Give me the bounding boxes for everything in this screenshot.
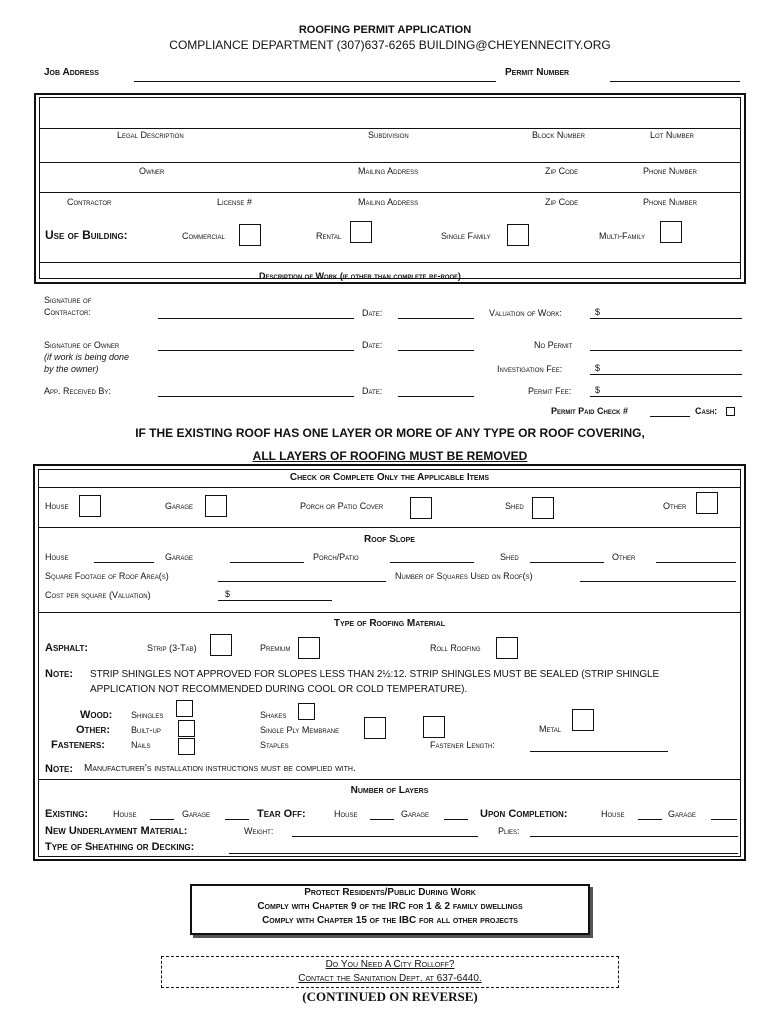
slope-garage-label: Garage [165, 552, 194, 562]
zip-code-label: Zip Code [545, 197, 579, 207]
app-received-field[interactable] [158, 396, 354, 397]
signature-of-label: Signature of [44, 295, 92, 305]
owner-signature-field[interactable] [158, 350, 354, 351]
owner-date-field[interactable] [398, 350, 474, 351]
legal-description-label: Legal Description [117, 130, 184, 140]
manufacturer-note: Manufacturer's installation instructions must be complied with. [84, 763, 356, 774]
metal-label: Metal [539, 724, 562, 734]
existing-garage-field[interactable] [225, 819, 249, 820]
strip-label: Strip (3-Tab) [147, 643, 197, 653]
form-subtitle: COMPLIANCE DEPARTMENT (307)637-6265 BUILDING@CHEYENNECITY.ORG [169, 38, 611, 52]
contractor-signature-label: Contractor: [44, 307, 91, 317]
tear-off-label: Tear Off: [257, 808, 306, 820]
job-address-label: Job Address [44, 67, 99, 78]
other-checkbox[interactable] [696, 492, 718, 514]
roofing-material-heading: Type of Roofing Material [333, 618, 446, 629]
builtup-checkbox[interactable] [178, 720, 195, 737]
underlayment-label: New Underlayment Material: [45, 825, 188, 837]
tearoff-house-label: House [334, 809, 358, 819]
phone-number-label: Phone Number [643, 197, 698, 207]
asphalt-label: Asphalt: [45, 642, 89, 654]
fastener-length-field[interactable] [530, 751, 668, 752]
dollar-sign: $ [225, 589, 231, 599]
shingles-checkbox[interactable] [176, 700, 193, 717]
fasteners-label: Fasteners: [51, 739, 105, 751]
use-of-building-label: Use of Building: [45, 228, 128, 242]
num-squares-field[interactable] [580, 581, 736, 582]
permit-number-label: Permit Number [505, 67, 570, 78]
existing-garage-label: Garage [182, 809, 211, 819]
slope-house-label: House [45, 552, 69, 562]
upon-house-label: House [601, 809, 625, 819]
mailing-address-label: Mailing Address [358, 166, 419, 176]
cash-label: Cash: [695, 406, 718, 416]
cost-per-square-label: Cost per square (Valuation) [45, 590, 151, 600]
signature-owner-label: Signature of Owner [44, 340, 120, 350]
garage-label: Garage [165, 501, 194, 511]
divider [39, 262, 741, 263]
porch-label: Porch or Patio Cover [300, 501, 384, 511]
dollar-sign: $ [595, 307, 601, 317]
strip-shingle-note: APPLICATION NOT RECOMMENDED DURING COOL OR COLD TEMPERATURE). [90, 684, 468, 695]
strip-shingle-note: STRIP SHINGLES NOT APPROVED FOR SLOPES LESS THAN 2½:12. STRIP SHINGLES MUST BE SEALED (STRIP SHINGLE [90, 669, 660, 680]
strip-checkbox[interactable] [210, 634, 232, 656]
owner-note: by the owner) [44, 364, 99, 374]
date-label: Date: [362, 386, 383, 396]
existing-label: Existing: [45, 808, 89, 820]
owner-label: Owner [139, 166, 165, 176]
multi-family-checkbox[interactable] [660, 221, 682, 243]
continued-on-reverse: (CONTINUED ON REVERSE) [302, 989, 478, 1004]
form-title: ROOFING PERMIT APPLICATION [298, 24, 472, 36]
slope-porch-label: Porch/Patio [313, 552, 359, 562]
single-family-label: Single Family [441, 231, 491, 241]
permit-fee-field[interactable] [590, 396, 742, 397]
cost-per-square-field[interactable] [218, 600, 332, 601]
metal-checkbox[interactable] [572, 709, 594, 731]
rolloff-line-2: Contact the Sanitation Dept. at 637-6440. [298, 973, 482, 984]
weight-field[interactable] [292, 836, 478, 837]
tile-checkbox[interactable] [423, 716, 445, 738]
rolloff-line-1: Do You Need A City Rolloff? [325, 959, 455, 970]
investigation-fee-label: Investigation Fee: [497, 364, 563, 374]
weight-label: Weight: [244, 826, 274, 836]
dollar-sign: $ [595, 363, 601, 373]
single-ply-checkbox[interactable] [364, 717, 386, 739]
commercial-checkbox[interactable] [239, 224, 261, 246]
roll-roofing-checkbox[interactable] [496, 637, 518, 659]
lot-number-label: Lot Number [650, 130, 695, 140]
warning-line-1: IF THE EXISTING ROOF HAS ONE LAYER OR MORE OF ANY TYPE OR ROOF COVERING, [135, 426, 645, 440]
note-label: Note: [45, 763, 74, 775]
protect-line-2: Comply with Chapter 9 of the IRC for 1 & 2 family dwellings [257, 901, 523, 912]
subdivision-label: Subdivision [368, 130, 409, 140]
slope-other-field[interactable] [656, 562, 736, 563]
date-label: Date: [362, 308, 383, 318]
divider [39, 128, 741, 129]
plies-field[interactable] [530, 836, 738, 837]
multi-family-label: Multi-Family [599, 231, 646, 241]
roof-slope-heading: Roof Slope [364, 534, 415, 545]
existing-house-field[interactable] [150, 819, 174, 820]
description-of-work-label: Description of Work (if other than complete re-roof) [259, 271, 461, 281]
no-permit-label: No Permit [534, 340, 573, 350]
sq-footage-field[interactable] [218, 581, 386, 582]
staples-label: Staples [260, 740, 289, 750]
roll-roofing-label: Roll Roofing [430, 643, 481, 653]
warning-line-2: ALL LAYERS OF ROOFING MUST BE REMOVED [252, 449, 528, 463]
porch-checkbox[interactable] [410, 497, 432, 519]
premium-label: Premium [260, 643, 291, 653]
divider [39, 162, 741, 163]
slope-other-label: Other [612, 552, 636, 562]
tearoff-garage-field[interactable] [444, 819, 468, 820]
wood-label: Wood: [80, 709, 113, 721]
rental-label: Rental [316, 231, 342, 241]
received-date-field[interactable] [398, 396, 474, 397]
divider [38, 527, 741, 528]
applicable-items-heading: Check or Complete Only the Applicable Items [289, 472, 490, 483]
sheathing-label: Type of Sheathing or Decking: [45, 841, 195, 853]
note-label: Note: [45, 668, 74, 680]
slope-house-field[interactable] [94, 562, 154, 563]
divider [38, 779, 741, 780]
nails-checkbox[interactable] [178, 738, 195, 755]
permit-paid-label: Permit Paid Check # [551, 406, 629, 416]
shingles-label: Shingles [131, 710, 164, 720]
dollar-sign: $ [595, 385, 601, 395]
zip-code-label: Zip Code [545, 166, 579, 176]
house-checkbox[interactable] [79, 495, 101, 517]
builtup-label: Built-up [131, 725, 161, 735]
permit-number-field[interactable] [610, 81, 740, 82]
nails-label: Nails [131, 740, 151, 750]
license-label: License # [217, 197, 252, 207]
premium-checkbox[interactable] [298, 637, 320, 659]
no-permit-field[interactable] [590, 350, 742, 351]
upon-house-field[interactable] [638, 819, 662, 820]
job-address-field[interactable] [134, 81, 496, 82]
divider [39, 192, 741, 193]
rental-checkbox[interactable] [350, 221, 372, 243]
garage-checkbox[interactable] [205, 495, 227, 517]
protect-line-3: Comply with Chapter 15 of the IBC for all other projects [262, 915, 518, 926]
upon-garage-label: Garage [668, 809, 697, 819]
contractor-label: Contractor [67, 197, 112, 207]
house-label: House [45, 501, 69, 511]
slope-porch-field[interactable] [390, 562, 474, 563]
single-family-checkbox[interactable] [507, 224, 529, 246]
shakes-label: Shakes [260, 710, 287, 720]
fastener-length-label: Fastener Length: [430, 740, 495, 750]
valuation-field[interactable] [590, 318, 742, 319]
cash-checkbox[interactable] [726, 407, 735, 416]
tearoff-house-field[interactable] [370, 819, 394, 820]
date-label: Date: [362, 340, 383, 350]
num-squares-label: Number of Squares Used on Roof(s) [395, 571, 533, 581]
sq-footage-label: Square Footage of Roof Area(s) [45, 571, 169, 581]
investigation-fee-field[interactable] [590, 374, 742, 375]
single-ply-label: Single Ply Membrane [260, 725, 340, 735]
shed-label: Shed [505, 501, 524, 511]
divider [38, 612, 741, 613]
slope-garage-field[interactable] [230, 562, 304, 563]
other-material-label: Other: [76, 724, 110, 736]
sheathing-field[interactable] [229, 853, 738, 854]
existing-house-label: House [113, 809, 137, 819]
phone-number-label: Phone Number [643, 166, 698, 176]
app-received-label: App. Received By: [44, 386, 111, 396]
contractor-signature-field[interactable] [158, 318, 354, 319]
upon-garage-field[interactable] [711, 819, 737, 820]
property-info-inner [39, 97, 741, 279]
block-number-label: Block Number [532, 130, 586, 140]
owner-note: (if work is being done [44, 352, 130, 362]
divider [38, 487, 741, 488]
permit-fee-label: Permit Fee: [528, 386, 572, 396]
valuation-of-work-label: Valuation of Work: [489, 308, 562, 318]
other-label: Other [663, 501, 687, 511]
shed-checkbox[interactable] [532, 497, 554, 519]
contractor-date-field[interactable] [398, 318, 474, 319]
slope-shed-label: Shed [500, 552, 519, 562]
shakes-checkbox[interactable] [298, 703, 315, 720]
protect-line-1: Protect Residents/Public During Work [304, 887, 476, 898]
tearoff-garage-label: Garage [401, 809, 430, 819]
commercial-label: Commercial [182, 231, 225, 241]
mailing-address-label: Mailing Address [358, 197, 419, 207]
plies-label: Plies: [498, 826, 520, 836]
check-number-field[interactable] [650, 416, 690, 417]
number-of-layers-heading: Number of Layers [350, 785, 429, 796]
slope-shed-field[interactable] [530, 562, 604, 563]
upon-completion-label: Upon Completion: [480, 808, 568, 820]
